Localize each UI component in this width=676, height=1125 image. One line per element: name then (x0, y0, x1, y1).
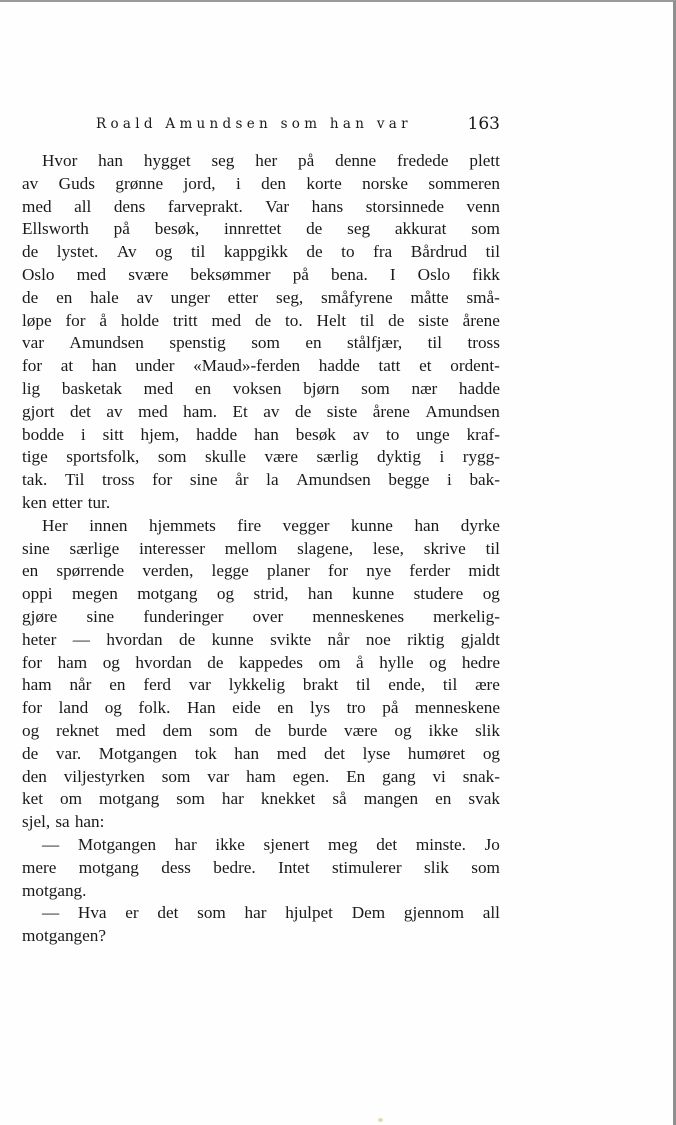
text-line: ken etter tur. (22, 492, 111, 512)
text-line: motgangen? (22, 926, 106, 946)
body-text (22, 150, 500, 948)
text-line: gjøre sine funderinger over menneskenes merkelig- (22, 606, 500, 626)
text-line: ket om motgang som har knekket så mangen en svak (22, 789, 500, 809)
text-line: var Amundsen spenstig som en stålfjær, til tross (22, 333, 500, 353)
text-line: de var. Motgangen tok han med det lyse humøret og (22, 743, 500, 763)
page-number: 163 (467, 114, 500, 134)
text-line: oppi megen motgang og strid, han kunne studere og (22, 584, 500, 604)
text-line: Ellsworth på besøk, innrettet de seg akkurat som (22, 219, 500, 239)
text-line: de lystet. Av og til kappgikk de to fra Bårdrud til (22, 242, 500, 262)
text-line: — Hva er det som har hjulpet Dem gjennom all (42, 903, 500, 923)
text-line: for ham og hvordan de kappedes om å hylle og hedre (22, 652, 500, 672)
text-line: heter — hvordan de kunne svikte når noe riktig gjaldt (22, 629, 500, 649)
text-line: for at han under «Maud»-ferden hadde tatt et ordent- (22, 356, 500, 376)
text-line: av Guds grønne jord, i den korte norske sommeren (22, 173, 500, 193)
text-line: en spørrende verden, legge planer for nye ferder midt (22, 561, 500, 581)
paper-speck (378, 1118, 383, 1122)
text-line: den viljestyrken som var ham egen. En gang vi snak- (22, 766, 500, 786)
text-line: lig basketak med en voksen bjørn som nær hadde (22, 378, 500, 398)
text-line: — Motgangen har ikke sjenert meg det minste. Jo (42, 834, 500, 854)
running-title: Roald Amundsen som han var (96, 116, 412, 132)
text-line: Hvor han hygget seg her på denne fredede plett (42, 151, 500, 170)
text-line: tige sportsfolk, som skulle være særlig dyktig i rygg- (22, 447, 500, 467)
text-line: motgang. (22, 880, 87, 900)
text-line: sine særlige interesser mellom slagene, lese, skrive til (22, 538, 500, 558)
text-line: ham når en ferd var lykkelig brakt til ende, til ære (22, 675, 500, 695)
text-line: bodde i sitt hjem, hadde han besøk av to unge kraf- (22, 424, 500, 444)
text-line: løpe for å holde tritt med de to. Helt til de siste årene (22, 310, 500, 330)
text-line: og reknet med dem som de burde være og ikke slik (22, 720, 500, 740)
text-line: mere motgang dess bedre. Intet stimulerer slik som (22, 857, 500, 877)
page-header (96, 114, 500, 138)
text-line: tak. Til tross for sine år la Amundsen begge i bak- (22, 470, 500, 490)
text-line: Her innen hjemmets fire vegger kunne han dyrke (42, 515, 500, 535)
text-line: for land og folk. Han eide en lys tro på menneskene (22, 698, 500, 718)
text-line: de en hale av unger etter seg, småfyrene måtte små- (22, 287, 500, 307)
text-line: gjort det av med ham. Et av de siste årene Amundsen (22, 401, 500, 421)
text-line: Oslo med svære beksømmer på bena. I Oslo fikk (22, 264, 500, 284)
text-line: sjel, sa han: (22, 812, 105, 832)
text-line: med all dens farveprakt. Var hans storsinnede venn (22, 196, 500, 216)
